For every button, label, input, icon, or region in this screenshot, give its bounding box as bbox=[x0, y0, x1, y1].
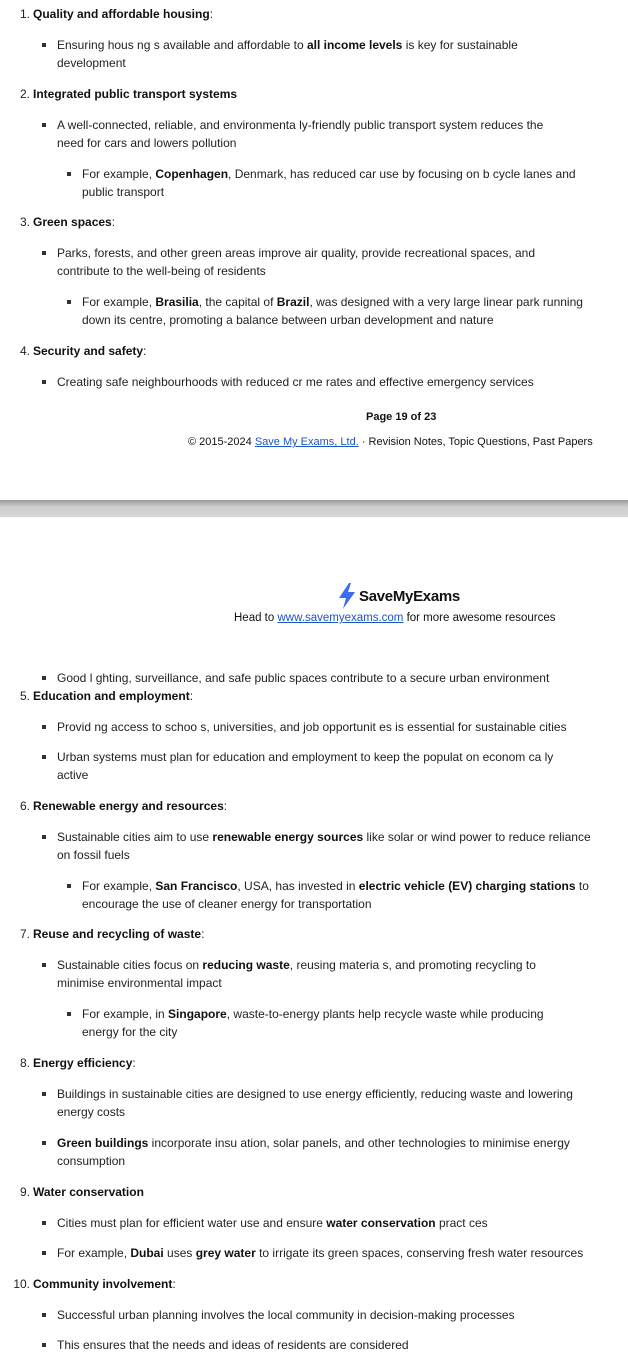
brand-logo bbox=[338, 583, 460, 609]
sub-bullet-text: For example, Copenhagen, Denmark, has reduced car use by focusing on b cycle lanes and bbox=[82, 167, 576, 181]
sub-bullet bbox=[67, 172, 71, 176]
bullet bbox=[42, 1092, 46, 1096]
bullet bbox=[42, 963, 46, 967]
bullet-text-cont: on fossil fuels bbox=[57, 848, 130, 862]
list-item-title: Integrated public transport systems bbox=[33, 87, 238, 101]
list-number: 4. bbox=[19, 344, 30, 358]
list-number: 1. bbox=[19, 7, 30, 21]
bullet-text: Good l ghting, surveillance, and safe public spaces contribute to a secure urban environment bbox=[57, 671, 550, 685]
page-number: Page 19 of 23 bbox=[366, 411, 437, 423]
bullet bbox=[42, 380, 46, 384]
bullet-text: Cities must plan for efficient water use and ensure water conservation pract ces bbox=[57, 1216, 488, 1230]
list-item-title: Education and employment: bbox=[33, 689, 194, 703]
bullet bbox=[42, 251, 46, 255]
bullet bbox=[42, 676, 46, 680]
bullet-text: Sustainable cities focus on reducing waste, reusing materia s, and promoting recycling to bbox=[57, 958, 536, 972]
list-number: 6. bbox=[19, 799, 30, 813]
bullet-text: Ensuring hous ng s available and affordable to all income levels is key for sustainable bbox=[57, 38, 518, 52]
bullet bbox=[42, 123, 46, 127]
list-item-title: Reuse and recycling of waste: bbox=[33, 927, 205, 941]
bullet-text-cont: active bbox=[57, 768, 89, 782]
header-tagline: Head to www.savemyexams.com for more awesome resources bbox=[234, 612, 556, 624]
list-item-title: Community involvement: bbox=[33, 1277, 176, 1291]
savemyexams-website-link[interactable]: www.savemyexams.com bbox=[277, 612, 404, 624]
list-number: 9. bbox=[19, 1185, 30, 1199]
bullet-text: Urban systems must plan for education and employment to keep the populat on econom ca ly bbox=[57, 750, 554, 764]
list-item-title: Energy efficiency: bbox=[33, 1056, 136, 1070]
sub-bullet-text-cont: encourage the use of cleaner energy for transportation bbox=[82, 897, 372, 911]
bullet bbox=[42, 1313, 46, 1317]
bullet-text-cont: consumption bbox=[57, 1154, 126, 1168]
bullet-text: For example, Dubai uses grey water to irrigate its green spaces, conserving fresh water resources bbox=[57, 1246, 584, 1260]
bullet bbox=[42, 1251, 46, 1255]
list-item-title: Water conservation bbox=[33, 1185, 144, 1199]
bullet-text-cont: energy costs bbox=[57, 1105, 126, 1119]
copyright-line: © 2015-2024 Save My Exams, Ltd. · Revision Notes, Topic Questions, Past Papers bbox=[188, 436, 593, 448]
bullet-text: Green buildings incorporate insu ation, solar panels, and other technologies to minimise energy bbox=[57, 1136, 570, 1150]
lightning-icon bbox=[338, 583, 356, 609]
bullet-text-cont: need for cars and lowers pollution bbox=[57, 136, 237, 150]
bullet bbox=[42, 755, 46, 759]
bullet bbox=[42, 1141, 46, 1145]
bullet bbox=[42, 725, 46, 729]
page-19 bbox=[0, 0, 628, 500]
bullet-text-cont: minimise environmental impact bbox=[57, 976, 222, 990]
list-number: 8. bbox=[19, 1056, 30, 1070]
list-number: 2. bbox=[19, 87, 30, 101]
bullet-text: Successful urban planning involves the local community in decision-making processes bbox=[57, 1308, 515, 1322]
list-item-title: Green spaces: bbox=[33, 215, 116, 229]
bullet-text: This ensures that the needs and ideas of residents are considered bbox=[57, 1338, 409, 1352]
bullet bbox=[42, 43, 46, 47]
bullet-text: Buildings in sustainable cities are designed to use energy efficiently, reducing waste and lowering bbox=[57, 1087, 573, 1101]
page-separator bbox=[0, 500, 628, 517]
page-20 bbox=[0, 517, 628, 1356]
sub-bullet-text: For example, Brasilia, the capital of Brazil, was designed with a very large linear park running bbox=[82, 295, 583, 309]
sub-bullet-text: For example, in Singapore, waste-to-energy plants help recycle waste while producing bbox=[82, 1007, 544, 1021]
list-item-title: Renewable energy and resources: bbox=[33, 799, 228, 813]
bullet-text: Creating safe neighbourhoods with reduced cr me rates and effective emergency services bbox=[57, 375, 534, 389]
bullet bbox=[42, 1343, 46, 1347]
sub-bullet-text: For example, San Francisco, USA, has invested in electric vehicle (EV) charging stations to bbox=[82, 879, 589, 893]
list-item-title: Security and safety: bbox=[33, 344, 147, 358]
sub-bullet-text-cont: energy for the city bbox=[82, 1025, 178, 1039]
bullet-text: Parks, forests, and other green areas improve air quality, provide recreational spaces, and bbox=[57, 246, 536, 260]
list-number: 3. bbox=[19, 215, 30, 229]
list-number: 7. bbox=[19, 927, 30, 941]
sub-bullet-text-cont: public transport bbox=[82, 185, 165, 199]
bullet bbox=[42, 835, 46, 839]
sub-bullet-text-cont: down its centre, promoting a balance between urban development and nature bbox=[82, 313, 494, 327]
savemyexams-ltd-link[interactable]: Save My Exams, Ltd. bbox=[254, 436, 359, 448]
list-number: 5. bbox=[19, 689, 30, 703]
bullet-text: A well-connected, reliable, and environmenta ly-friendly public transport system reduces the bbox=[57, 118, 544, 132]
bullet-text: Provid ng access to schoo s, universities, and job opportunit es is essential for sustainable cities bbox=[57, 720, 567, 734]
bullet-text: Sustainable cities aim to use renewable energy sources like solar or wind power to reduce reliance bbox=[57, 830, 591, 844]
list-item-title: Quality and affordable housing: bbox=[33, 7, 214, 21]
bullet bbox=[42, 1221, 46, 1225]
sub-bullet bbox=[67, 884, 71, 888]
bullet-text-cont: contribute to the well-being of residents bbox=[57, 264, 266, 278]
bullet-text-cont: development bbox=[57, 56, 126, 70]
sub-bullet bbox=[67, 1012, 71, 1016]
sub-bullet bbox=[67, 300, 71, 304]
list-number: 10. bbox=[13, 1277, 30, 1291]
brand-name: SaveMyExams bbox=[359, 587, 460, 605]
